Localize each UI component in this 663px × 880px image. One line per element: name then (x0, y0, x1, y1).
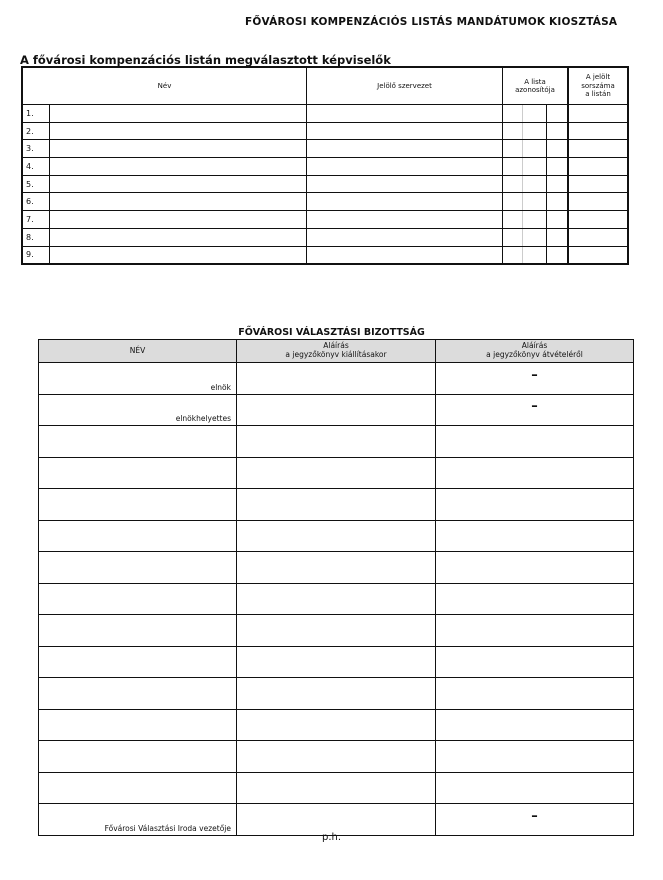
name-cell[interactable] (50, 193, 307, 210)
list-position-cell[interactable] (568, 140, 627, 157)
table-row (23, 176, 627, 194)
signature-issue-cell[interactable] (237, 804, 436, 835)
member-name-cell[interactable] (39, 584, 237, 615)
committee-title: FŐVÁROSI VÁLASZTÁSI BIZOTTSÁG (238, 327, 425, 338)
row-number: 5. (23, 176, 50, 193)
member-name-cell[interactable] (39, 804, 237, 835)
column-header-signature-receipt: Aláírás a jegyzőkönyv átvételéről (486, 341, 583, 359)
signature-issue-cell[interactable] (237, 678, 436, 709)
signature-receipt-cell[interactable] (436, 489, 633, 520)
row-number: 3. (23, 140, 50, 157)
signature-receipt-cell[interactable] (436, 773, 633, 804)
signature-issue-cell[interactable] (237, 773, 436, 804)
member-name-cell[interactable] (39, 773, 237, 804)
role-label: Fővárosi Választási Iroda vezetője (104, 823, 231, 833)
column-header-list-id: A lista azonosítója (503, 68, 568, 104)
table-row (39, 741, 633, 773)
role-label: elnök (210, 382, 231, 392)
table-row (39, 584, 633, 616)
name-cell[interactable] (50, 123, 307, 140)
signature-issue-cell[interactable] (237, 584, 436, 615)
table-row (23, 193, 627, 211)
signature-issue-cell[interactable] (237, 521, 436, 552)
list-position-cell[interactable] (568, 123, 627, 140)
list-id-cell[interactable] (503, 247, 568, 264)
representatives-table (21, 66, 629, 265)
row-number: 9. (23, 247, 50, 264)
name-cell[interactable] (50, 176, 307, 193)
name-cell[interactable] (50, 158, 307, 175)
signature-issue-cell[interactable] (237, 426, 436, 457)
signature-receipt-cell[interactable] (436, 710, 633, 741)
organization-cell[interactable] (307, 158, 503, 175)
organization-cell[interactable] (307, 247, 503, 264)
organization-cell[interactable] (307, 211, 503, 228)
table-row (23, 247, 627, 264)
member-name-cell[interactable] (39, 710, 237, 741)
signature-receipt-cell[interactable] (436, 521, 633, 552)
column-header-name: NÉV (39, 340, 237, 362)
row-number: 7. (23, 211, 50, 228)
table-row (23, 105, 627, 123)
organization-cell[interactable] (307, 105, 503, 122)
signature-issue-cell[interactable] (237, 615, 436, 646)
committee-table (38, 339, 634, 836)
table-row (39, 521, 633, 553)
signature-receipt-cell[interactable] (436, 804, 633, 835)
role-label: elnökhelyettes (175, 414, 231, 423)
table-row (39, 489, 633, 521)
name-cell[interactable] (50, 105, 307, 122)
member-name-cell[interactable] (39, 458, 237, 489)
organization-cell[interactable] (307, 123, 503, 140)
member-name-cell[interactable] (39, 552, 237, 583)
signature-receipt-cell[interactable] (436, 458, 633, 489)
row-number: 8. (23, 229, 50, 246)
column-header-list-position: A jelölt sorszáma a listán (568, 68, 627, 104)
name-cell[interactable] (50, 229, 307, 246)
list-position-cell[interactable] (568, 229, 627, 246)
list-id-cell[interactable] (503, 193, 568, 210)
list-position-cell[interactable] (568, 211, 627, 228)
row-number: 2. (23, 123, 50, 140)
list-position-cell[interactable] (568, 158, 627, 175)
organization-cell[interactable] (307, 140, 503, 157)
not-applicable-dash: – (531, 808, 538, 824)
table-row (39, 426, 633, 458)
table-row (39, 363, 633, 395)
organization-cell[interactable] (307, 176, 503, 193)
stamp-place-label: p.h. (321, 832, 342, 843)
signature-receipt-cell[interactable] (436, 552, 633, 583)
table-row (23, 140, 627, 158)
list-id-cell[interactable] (503, 211, 568, 228)
list-id-cell[interactable] (503, 105, 568, 122)
column-header-signature-issue: Aláírás a jegyzőkönyv kiállításakor (237, 340, 436, 362)
member-name-cell[interactable] (39, 426, 237, 457)
not-applicable-dash: – (531, 367, 538, 383)
member-name-cell[interactable] (39, 678, 237, 709)
list-id-cell[interactable] (503, 140, 568, 157)
member-name-cell[interactable] (39, 521, 237, 552)
signature-issue-cell[interactable] (237, 647, 436, 678)
member-name-cell[interactable] (39, 489, 237, 520)
member-name-cell[interactable] (39, 615, 237, 646)
row-number: 1. (23, 105, 50, 122)
organization-cell[interactable] (307, 229, 503, 246)
list-id-cell[interactable] (503, 229, 568, 246)
member-name-cell[interactable] (39, 395, 237, 426)
signature-receipt-cell[interactable] (436, 615, 633, 646)
row-number: 6. (23, 193, 50, 210)
column-header-organization: Jelölő szervezet (307, 68, 503, 104)
list-position-cell[interactable] (568, 247, 627, 264)
document-title: FŐVÁROSI KOMPENZÁCIÓS LISTÁS MANDÁTUMOK KIOSZTÁSA (245, 16, 618, 28)
column-header-name: Név (23, 68, 307, 104)
section-title: A fővárosi kompenzációs listán megválasztott képviselők (20, 53, 391, 67)
signature-receipt-cell[interactable] (436, 678, 633, 709)
table-row (23, 158, 627, 176)
table-row (39, 647, 633, 679)
member-name-cell[interactable] (39, 741, 237, 772)
name-cell[interactable] (50, 247, 307, 264)
table-row (23, 229, 627, 247)
signature-issue-cell[interactable] (237, 710, 436, 741)
list-position-cell[interactable] (568, 193, 627, 210)
table-row (39, 678, 633, 710)
signature-issue-cell[interactable] (237, 489, 436, 520)
member-name-cell[interactable] (39, 647, 237, 678)
list-position-cell[interactable] (568, 176, 627, 193)
table-row (39, 804, 633, 835)
name-cell[interactable] (50, 211, 307, 228)
table-row (39, 710, 633, 742)
signature-issue-cell[interactable] (237, 363, 436, 394)
table-row (39, 458, 633, 490)
list-id-cell[interactable] (503, 176, 568, 193)
table-row (39, 615, 633, 647)
organization-cell[interactable] (307, 193, 503, 210)
list-id-cell[interactable] (503, 158, 568, 175)
table-row (39, 552, 633, 584)
table-header (39, 340, 633, 363)
signature-issue-cell[interactable] (237, 395, 436, 426)
member-name-cell[interactable] (39, 363, 237, 394)
signature-issue-cell[interactable] (237, 552, 436, 583)
signature-receipt-cell[interactable] (436, 363, 633, 394)
signature-receipt-cell[interactable] (436, 426, 633, 457)
signature-receipt-cell[interactable] (436, 395, 633, 426)
table-row (23, 211, 627, 229)
list-id-cell[interactable] (503, 123, 568, 140)
signature-receipt-cell[interactable] (436, 584, 633, 615)
name-cell[interactable] (50, 140, 307, 157)
table-row (23, 123, 627, 141)
table-row (39, 773, 633, 805)
list-position-cell[interactable] (568, 105, 627, 122)
table-header (23, 68, 627, 105)
signature-receipt-cell[interactable] (436, 647, 633, 678)
signature-issue-cell[interactable] (237, 741, 436, 772)
signature-issue-cell[interactable] (237, 458, 436, 489)
signature-receipt-cell[interactable] (436, 741, 633, 772)
table-row (39, 395, 633, 427)
not-applicable-dash: – (531, 399, 538, 415)
row-number: 4. (23, 158, 50, 175)
